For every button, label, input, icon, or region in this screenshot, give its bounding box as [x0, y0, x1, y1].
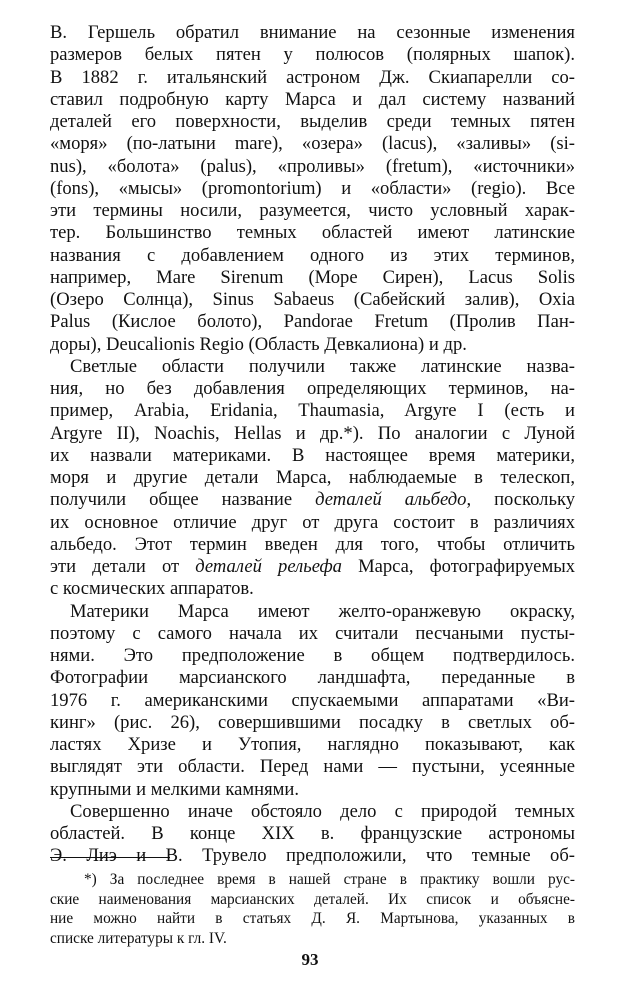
text-fragment: Марса, фотографируемых: [341, 556, 575, 577]
text-line: Фотографии марсианского ландшафта, переданные в: [50, 667, 575, 689]
footnote: [50, 870, 575, 948]
text-line: например, Mare Sirenum (Море Сирен), Lacus Solis: [50, 266, 575, 288]
text-line: эти термины носили, разумеется, чисто условный харак-: [50, 200, 575, 221]
text-line: размеров белых пятен у полюсов (полярных шапок).: [50, 44, 575, 66]
text-line: с космических аппаратов.: [50, 578, 254, 600]
text-line: нями. Это предположение в общем подтвердилось.: [50, 645, 575, 666]
text-line: «моря» (по-латыни mare), «озера» (lacus), «заливы» (si-: [50, 133, 575, 155]
text-line: Совершенно иначе обстояло дело с природой темных: [70, 800, 575, 822]
text-line: моря и другие детали Марса, наблюдаемые в телескоп,: [50, 467, 575, 488]
footnote-line: ские наименования марсианских деталей. Их список и объясне-: [50, 890, 575, 908]
text-line: их назвали материками. В настоящее время материки,: [50, 444, 575, 466]
page-number: 93: [301, 950, 319, 969]
text-fragment: эти детали от: [50, 556, 180, 577]
text-line: nus), «болота» (palus), «проливы» (fretum), «источники»: [50, 155, 575, 177]
text-line: доры), Deucalionis Regio (Область Девкалиона) и др.: [50, 333, 467, 355]
text-line: Э. Лиэ и В. Трувело предположили, что темные об-: [50, 845, 575, 867]
text-line: поэтому с самого начала их считали песчаными пусты-: [50, 622, 575, 644]
footnote-line: *) За последнее время в нашей стране в практику вошли рус-: [84, 871, 575, 888]
text-line: [50, 489, 575, 511]
text-line: 1976 г. американскими спускаемыми аппаратами «Ви-: [50, 689, 575, 711]
text-line: их основное отличие друг от друга состоит в различиях: [50, 511, 575, 533]
term-albedo-details: деталей альбедо: [315, 489, 467, 511]
text-line: [50, 556, 575, 578]
text-line: Светлые области получили также латинские назва-: [70, 355, 575, 377]
text-line: названия с добавлением одного из этих терминов,: [50, 244, 575, 266]
text-line: Материки Марса имеют желто-оранжевую окраску,: [70, 600, 575, 622]
text-line: В 1882 г. итальянский астроном Дж. Скиапарелли со-: [50, 66, 575, 88]
text-line: ния, но без добавления определяющих терминов, на-: [50, 378, 575, 399]
body-text: [50, 22, 575, 868]
text-line: Argyre II), Noachis, Hellas и др.*). По аналогии с Луной: [50, 422, 575, 444]
text-line: кинг» (рис. 26), совершившими посадку в светлых об-: [50, 711, 575, 733]
text-line: ластях Хризе и Утопия, наглядно показывают, как: [50, 734, 575, 755]
text-fragment: , поскольку: [466, 489, 576, 511]
footnote-line: ние можно найти в статьях Д. Я. Мартынова, указанных в: [50, 910, 575, 927]
text-line: альбедо. Этот термин введен для того, чтобы отличить: [50, 533, 575, 555]
footnote-divider: [50, 857, 170, 858]
text-line: (Озеро Солнца), Sinus Sabaeus (Сабейский залив), Oxia: [50, 289, 575, 310]
footnote-line: списке литературы к гл. IV.: [50, 929, 227, 947]
text-line: ставил подробную карту Марса и дал систему названий: [50, 88, 575, 110]
text-line: пример, Arabia, Eridania, Thaumasia, Argyre I (есть и: [50, 400, 575, 422]
text-line: тер. Большинство темных областей имеют латинские: [50, 222, 575, 244]
text-line: крупными и мелкими камнями.: [50, 778, 300, 800]
text-fragment: получили общее название: [50, 489, 293, 511]
text-line: В. Гершель обратил внимание на сезонные изменения: [50, 22, 575, 43]
text-line: областей. В конце XIX в. французские астрономы: [50, 823, 575, 844]
text-line: (fons), «мысы» (promontorium) и «области» (regio). Все: [50, 177, 575, 199]
text-line: деталей его поверхности, выделив среди темных пятен: [50, 111, 575, 132]
text-line: выглядят эти области. Перед нами — пустыни, усеянные: [50, 756, 575, 778]
text-line: Palus (Кислое болото), Pandorae Fretum (Пролив Пан-: [50, 311, 575, 333]
term-relief-details: деталей рельефа: [195, 556, 342, 577]
